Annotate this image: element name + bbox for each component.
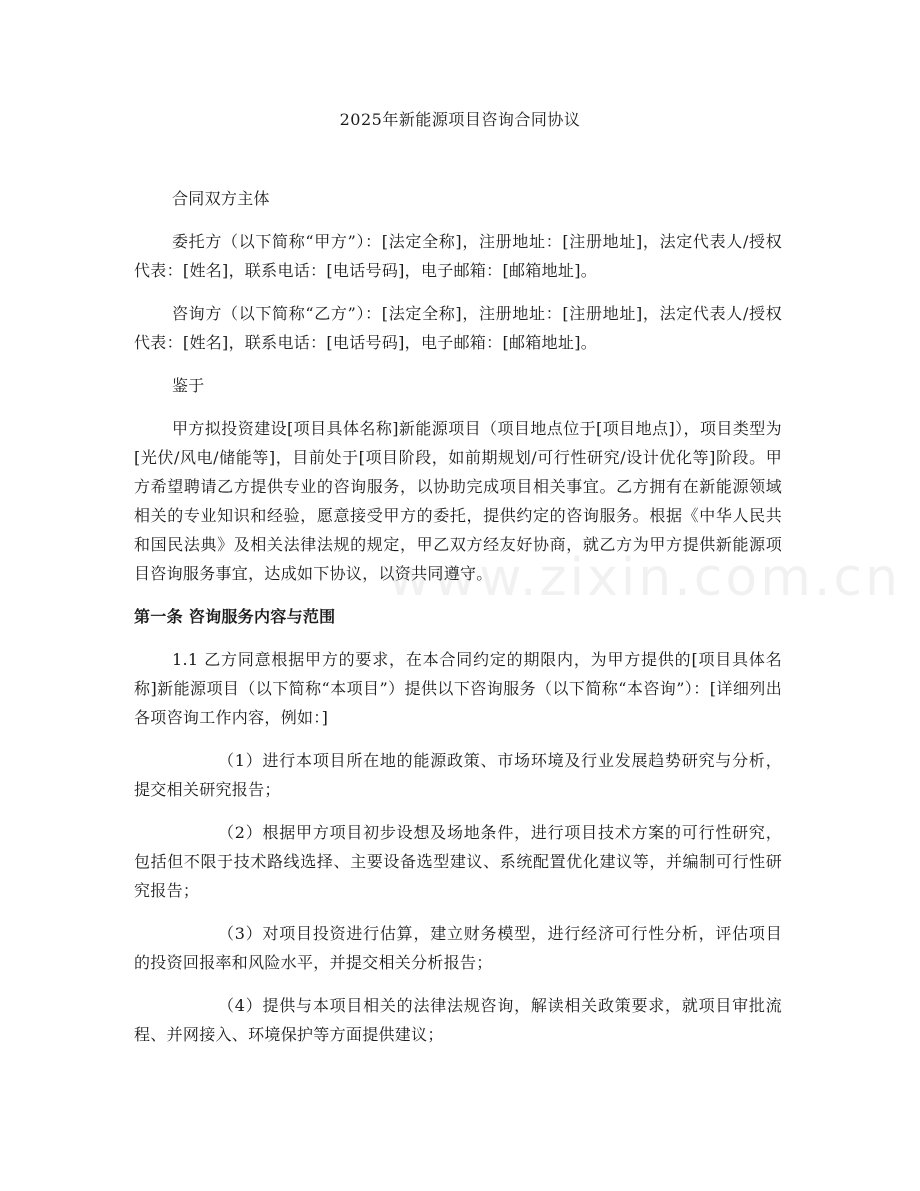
whereas-heading: 鉴于: [172, 376, 205, 395]
service-item-1: （1）进行本项目所在地的能源政策、市场环境及行业发展趋势研究与分析，提交相关研究报告；: [134, 751, 782, 799]
whereas-paragraph: 甲方拟投资建设[项目具体名称]新能源项目（项目地点位于[项目地点]），项目类型为[光伏/风电/储能等]，目前处于[项目阶段，如前期规划/可行性研究/设计优化等]阶段。甲方希望聘请乙方提供专业的咨询服务，以协助完成项目相关事宜。乙方拥有在新能源领域相关的专业知识和经验，愿意接受甲方的委托，提供约定的咨询服务。根据《中华人民共和国民法典》及相关法律法规的规定，甲乙双方经友好协商，就乙方为甲方提供新能源项目咨询服务事宜，达成如下协议，以资共同遵守。: [134, 419, 782, 583]
watermark: www.zixin.com.cn: [388, 548, 901, 608]
article-1-heading: 第一条 咨询服务内容与范围: [134, 607, 336, 626]
clause-1-1: 1.1 乙方同意根据甲方的要求，在本合同约定的期限内，为甲方提供的[项目具体名称]新能源项目（以下简称“本项目”）提供以下咨询服务（以下简称“本咨询”）：[详细列出各项咨询工作内容，例如：]: [134, 650, 782, 727]
service-item-3: （3）对项目投资进行估算，建立财务模型，进行经济可行性分析，评估项目的投资回报率和风险水平，并提交相关分析报告；: [134, 924, 782, 972]
party-b-paragraph: 咨询方（以下简称“乙方”）：[法定全称]，注册地址：[注册地址]，法定代表人/授权代表：[姓名]，联系电话：[电话号码]，电子邮箱：[邮箱地址]。: [134, 304, 782, 352]
party-a-paragraph: 委托方（以下简称“甲方”）：[法定全称]，注册地址：[注册地址]，法定代表人/授权代表：[姓名]，联系电话：[电话号码]，电子邮箱：[邮箱地址]。: [134, 232, 782, 280]
service-item-2: （2）根据甲方项目初步设想及场地条件，进行项目技术方案的可行性研究，包括但不限于技术路线选择、主要设备选型建议、系统配置优化建议等，并编制可行性研究报告；: [134, 823, 782, 900]
section-parties-heading: 合同双方主体: [172, 189, 270, 208]
service-item-4: （4）提供与本项目相关的法律法规咨询，解读相关政策要求，就项目审批流程、并网接入、环境保护等方面提供建议；: [134, 996, 782, 1044]
document-body: [134, 184, 782, 1063]
document-title: 2025年新能源项目咨询合同协议: [339, 110, 581, 129]
